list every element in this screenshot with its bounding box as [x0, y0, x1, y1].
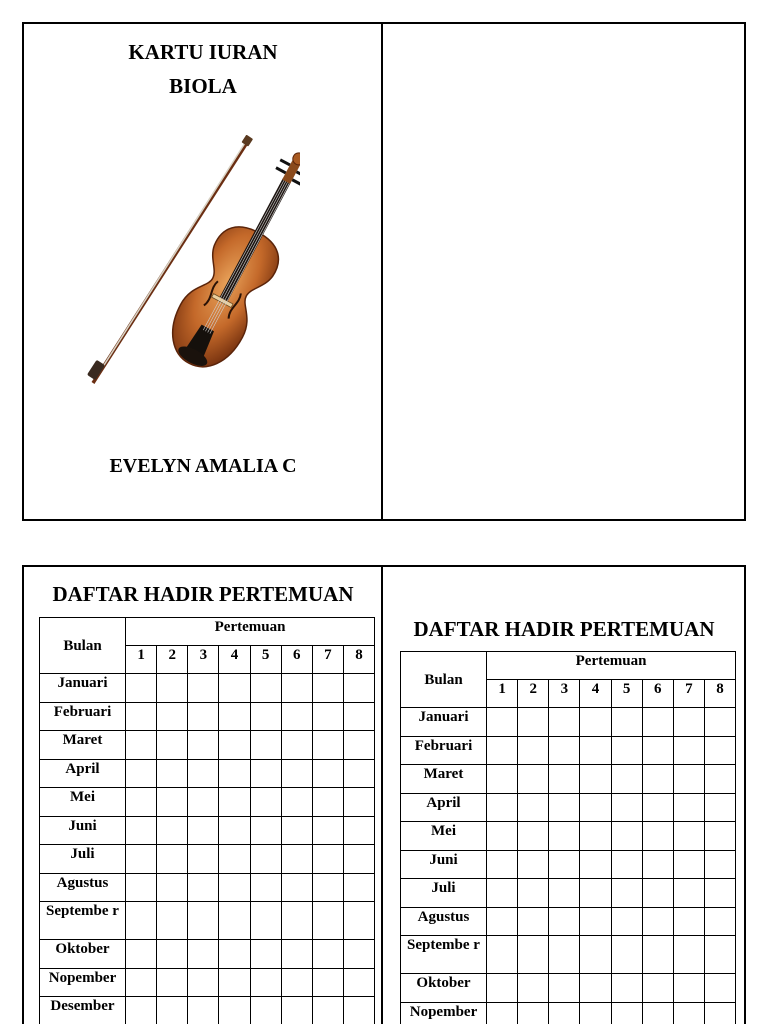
attendance-cell[interactable]: [487, 907, 518, 936]
attendance-cell[interactable]: [343, 940, 374, 969]
attendance-cell[interactable]: [188, 759, 219, 788]
attendance-cell[interactable]: [157, 816, 188, 845]
attendance-cell[interactable]: [188, 788, 219, 817]
attendance-cell[interactable]: [219, 731, 250, 760]
attendance-cell[interactable]: [126, 731, 157, 760]
attendance-right-table: [400, 651, 736, 1024]
attendance-left-table: [39, 617, 375, 1024]
attendance-cell[interactable]: [219, 816, 250, 845]
attendance-cell[interactable]: [157, 788, 188, 817]
attendance-cell[interactable]: [673, 765, 704, 794]
table-row: [401, 822, 736, 851]
attendance-cell[interactable]: [549, 793, 580, 822]
attendance-cell[interactable]: [157, 759, 188, 788]
attendance-cell[interactable]: [126, 788, 157, 817]
month-cell: Februari: [401, 736, 487, 765]
attendance-cell[interactable]: [487, 736, 518, 765]
attendance-cell[interactable]: [157, 674, 188, 703]
attendance-cell[interactable]: [219, 968, 250, 997]
attendance-cell[interactable]: [126, 968, 157, 997]
attendance-cell[interactable]: [611, 850, 642, 879]
month-cell: Maret: [40, 731, 126, 760]
attendance-cell[interactable]: [673, 974, 704, 1003]
attendance-cell[interactable]: [157, 845, 188, 874]
attendance-cell[interactable]: [518, 736, 549, 765]
session-number-cell: 5: [250, 646, 281, 674]
table-row: [401, 879, 736, 908]
attendance-cell[interactable]: [157, 702, 188, 731]
attendance-cell[interactable]: [487, 1002, 518, 1024]
attendance-cell[interactable]: [642, 974, 673, 1003]
cover-title-line2: BIOLA: [169, 74, 237, 98]
month-cell: Juni: [40, 816, 126, 845]
table-row: [40, 997, 375, 1024]
attendance-cell[interactable]: [188, 702, 219, 731]
session-number-cell: 1: [487, 680, 518, 708]
table-row: [40, 731, 375, 760]
attendance-cell[interactable]: [312, 731, 343, 760]
attendance-cell[interactable]: [188, 940, 219, 969]
table-row: [40, 788, 375, 817]
attendance-cell[interactable]: [281, 759, 312, 788]
attendance-cell[interactable]: [250, 702, 281, 731]
attendance-cell[interactable]: [281, 902, 312, 940]
attendance-cell[interactable]: [250, 674, 281, 703]
attendance-cell[interactable]: [250, 731, 281, 760]
table-row: [40, 940, 375, 969]
attendance-cell[interactable]: [704, 765, 735, 794]
attendance-cell[interactable]: [250, 968, 281, 997]
session-number-cell: 7: [312, 646, 343, 674]
attendance-cell[interactable]: [487, 850, 518, 879]
attendance-cell[interactable]: [188, 968, 219, 997]
session-number-cell: 6: [642, 680, 673, 708]
attendance-cell[interactable]: [580, 850, 611, 879]
session-number-cell: 2: [518, 680, 549, 708]
attendance-left-heading: DAFTAR HADIR PERTEMUAN: [52, 582, 354, 606]
attendance-cell[interactable]: [126, 674, 157, 703]
attendance-cell[interactable]: [580, 907, 611, 936]
attendance-cell[interactable]: [611, 936, 642, 974]
attendance-cell[interactable]: [343, 997, 374, 1024]
attendance-cell[interactable]: [673, 736, 704, 765]
attendance-cell[interactable]: [312, 702, 343, 731]
table-row: [40, 674, 375, 703]
attendance-cell[interactable]: [487, 974, 518, 1003]
attendance-cell[interactable]: [549, 822, 580, 851]
attendance-cell[interactable]: [312, 997, 343, 1024]
table-header-row: [40, 618, 375, 646]
table-row: [401, 936, 736, 974]
attendance-cell[interactable]: [518, 936, 549, 974]
attendance-cell[interactable]: [188, 816, 219, 845]
table-row: [401, 850, 736, 879]
session-number-cell: 4: [580, 680, 611, 708]
month-cell: Septembe r: [401, 936, 487, 974]
attendance-cell[interactable]: [704, 936, 735, 974]
attendance-cell[interactable]: [642, 708, 673, 737]
attendance-cell[interactable]: [580, 736, 611, 765]
attendance-cell[interactable]: [642, 1002, 673, 1024]
attendance-cell[interactable]: [250, 816, 281, 845]
attendance-cell[interactable]: [343, 759, 374, 788]
month-cell: Oktober: [40, 940, 126, 969]
attendance-cell[interactable]: [219, 997, 250, 1024]
attendance-cell[interactable]: [611, 765, 642, 794]
attendance-cell[interactable]: [518, 974, 549, 1003]
month-column-header: Bulan: [401, 652, 487, 708]
table-row: [401, 907, 736, 936]
attendance-cell[interactable]: [250, 902, 281, 940]
table-row: [401, 765, 736, 794]
attendance-cell[interactable]: [250, 940, 281, 969]
month-cell: Mei: [401, 822, 487, 851]
month-cell: Juli: [401, 879, 487, 908]
session-number-cell: 6: [281, 646, 312, 674]
attendance-right-heading: DAFTAR HADIR PERTEMUAN: [413, 617, 715, 641]
attendance-cell[interactable]: [642, 765, 673, 794]
attendance-cell[interactable]: [704, 850, 735, 879]
attendance-cell[interactable]: [312, 788, 343, 817]
attendance-cell[interactable]: [312, 968, 343, 997]
month-column-header: Bulan: [40, 618, 126, 674]
month-cell: Septembe r: [40, 902, 126, 940]
attendance-cell[interactable]: [580, 822, 611, 851]
attendance-cell[interactable]: [126, 902, 157, 940]
attendance-cell[interactable]: [518, 708, 549, 737]
attendance-cell[interactable]: [250, 997, 281, 1024]
attendance-cell[interactable]: [642, 879, 673, 908]
table-row: [401, 708, 736, 737]
attendance-cell[interactable]: [611, 793, 642, 822]
attendance-cell[interactable]: [312, 674, 343, 703]
attendance-cell[interactable]: [281, 845, 312, 874]
attendance-cell[interactable]: [580, 793, 611, 822]
attendance-cell[interactable]: [673, 850, 704, 879]
attendance-cell[interactable]: [281, 702, 312, 731]
attendance-cell[interactable]: [157, 902, 188, 940]
attendance-cell[interactable]: [343, 968, 374, 997]
attendance-cell[interactable]: [281, 788, 312, 817]
attendance-cell[interactable]: [580, 974, 611, 1003]
cover-title-line1: KARTU IURAN: [128, 40, 278, 64]
table-row: [40, 759, 375, 788]
attendance-cell[interactable]: [312, 873, 343, 902]
attendance-cell[interactable]: [343, 674, 374, 703]
attendance-cell[interactable]: [518, 850, 549, 879]
attendance-cell[interactable]: [219, 702, 250, 731]
attendance-cell[interactable]: [642, 822, 673, 851]
attendance-cell[interactable]: [549, 736, 580, 765]
session-number-cell: 7: [673, 680, 704, 708]
attendance-cell[interactable]: [126, 816, 157, 845]
attendance-cell[interactable]: [219, 873, 250, 902]
cover-owner-name: EVELYN AMALIA C: [109, 455, 297, 477]
attendance-cell[interactable]: [549, 974, 580, 1003]
month-cell: Oktober: [401, 974, 487, 1003]
attendance-cell[interactable]: [281, 873, 312, 902]
attendance-cell[interactable]: [673, 879, 704, 908]
attendance-cell[interactable]: [312, 902, 343, 940]
attendance-cell[interactable]: [518, 793, 549, 822]
attendance-cell[interactable]: [487, 793, 518, 822]
attendance-cell[interactable]: [188, 845, 219, 874]
attendance-cell[interactable]: [580, 936, 611, 974]
attendance-cell[interactable]: [188, 731, 219, 760]
month-cell: Februari: [40, 702, 126, 731]
month-cell: Maret: [401, 765, 487, 794]
attendance-cell[interactable]: [487, 822, 518, 851]
session-number-cell: 5: [611, 680, 642, 708]
table-row: [40, 902, 375, 940]
session-number-cell: 3: [549, 680, 580, 708]
attendance-cell[interactable]: [219, 759, 250, 788]
attendance-cell[interactable]: [611, 736, 642, 765]
attendance-cell[interactable]: [642, 907, 673, 936]
attendance-cell[interactable]: [673, 822, 704, 851]
attendance-cell[interactable]: [126, 873, 157, 902]
attendance-cell[interactable]: [219, 940, 250, 969]
attendance-cell[interactable]: [157, 940, 188, 969]
attendance-cell[interactable]: [611, 708, 642, 737]
month-cell: Juli: [40, 845, 126, 874]
attendance-cell[interactable]: [642, 850, 673, 879]
attendance-cell[interactable]: [642, 736, 673, 765]
attendance-cell[interactable]: [549, 765, 580, 794]
attendance-cell[interactable]: [704, 879, 735, 908]
session-number-cell: 1: [126, 646, 157, 674]
attendance-cell[interactable]: [518, 765, 549, 794]
month-cell: Agustus: [401, 907, 487, 936]
attendance-cell[interactable]: [611, 822, 642, 851]
attendance-cell[interactable]: [611, 974, 642, 1003]
attendance-cell[interactable]: [704, 1002, 735, 1024]
attendance-cell[interactable]: [518, 907, 549, 936]
attendance-cell[interactable]: [219, 845, 250, 874]
table-row: [40, 816, 375, 845]
table-row: [40, 968, 375, 997]
attendance-cell[interactable]: [580, 765, 611, 794]
attendance-cell[interactable]: [487, 936, 518, 974]
attendance-cell[interactable]: [704, 793, 735, 822]
attendance-cell[interactable]: [250, 788, 281, 817]
attendance-cell[interactable]: [673, 708, 704, 737]
violin-image: [85, 135, 300, 395]
attendance-cell[interactable]: [549, 879, 580, 908]
month-cell: Nopember: [401, 1002, 487, 1024]
attendance-cell[interactable]: [126, 940, 157, 969]
attendance-cell[interactable]: [157, 731, 188, 760]
attendance-cell[interactable]: [157, 997, 188, 1024]
attendance-cell[interactable]: [343, 816, 374, 845]
attendance-cell[interactable]: [611, 879, 642, 908]
attendance-cell[interactable]: [343, 902, 374, 940]
attendance-cell[interactable]: [281, 674, 312, 703]
table-row: [401, 1002, 736, 1024]
table-row: [401, 974, 736, 1003]
attendance-cell[interactable]: [487, 708, 518, 737]
attendance-cell[interactable]: [704, 907, 735, 936]
attendance-cell[interactable]: [704, 822, 735, 851]
month-cell: April: [40, 759, 126, 788]
attendance-cell[interactable]: [549, 936, 580, 974]
attendance-cell[interactable]: [157, 873, 188, 902]
month-cell: Mei: [40, 788, 126, 817]
attendance-cell[interactable]: [518, 879, 549, 908]
month-cell: Januari: [40, 674, 126, 703]
attendance-cell[interactable]: [611, 1002, 642, 1024]
table-row: [401, 736, 736, 765]
attendance-cell[interactable]: [312, 940, 343, 969]
attendance-cell[interactable]: [487, 765, 518, 794]
attendance-cell[interactable]: [157, 968, 188, 997]
attendance-cell[interactable]: [673, 1002, 704, 1024]
attendance-cell[interactable]: [518, 1002, 549, 1024]
attendance-cell[interactable]: [580, 879, 611, 908]
attendance-cell[interactable]: [549, 1002, 580, 1024]
attendance-cell[interactable]: [219, 674, 250, 703]
month-cell: April: [401, 793, 487, 822]
session-number-cell: 8: [704, 680, 735, 708]
attendance-cell[interactable]: [250, 873, 281, 902]
attendance-cell[interactable]: [343, 731, 374, 760]
month-cell: Desember: [40, 997, 126, 1024]
attendance-cell[interactable]: [642, 936, 673, 974]
attendance-cell[interactable]: [487, 879, 518, 908]
attendance-cell[interactable]: [704, 708, 735, 737]
attendance-cell[interactable]: [250, 845, 281, 874]
attendance-cell[interactable]: [219, 788, 250, 817]
attendance-cell[interactable]: [281, 997, 312, 1024]
attendance-cell[interactable]: [343, 845, 374, 874]
attendance-cell[interactable]: [580, 708, 611, 737]
table-row: [40, 845, 375, 874]
session-number-cell: 3: [188, 646, 219, 674]
session-column-header: Pertemuan: [126, 618, 375, 646]
month-cell: Juni: [401, 850, 487, 879]
attendance-cell[interactable]: [642, 793, 673, 822]
attendance-cell[interactable]: [250, 759, 281, 788]
attendance-cell[interactable]: [312, 845, 343, 874]
month-cell: Januari: [401, 708, 487, 737]
attendance-cell[interactable]: [611, 907, 642, 936]
attendance-cell[interactable]: [704, 974, 735, 1003]
table-row: [40, 873, 375, 902]
attendance-cell[interactable]: [518, 822, 549, 851]
attendance-cell[interactable]: [549, 907, 580, 936]
attendance-cell[interactable]: [281, 968, 312, 997]
attendance-cell[interactable]: [126, 997, 157, 1024]
attendance-cell[interactable]: [126, 759, 157, 788]
attendance-cell[interactable]: [281, 816, 312, 845]
attendance-cell[interactable]: [188, 997, 219, 1024]
attendance-cell[interactable]: [281, 940, 312, 969]
attendance-cell[interactable]: [281, 731, 312, 760]
attendance-cell[interactable]: [312, 759, 343, 788]
attendance-cell[interactable]: [704, 736, 735, 765]
attendance-cell[interactable]: [126, 845, 157, 874]
month-cell: Agustus: [40, 873, 126, 902]
attendance-cell[interactable]: [343, 788, 374, 817]
attendance-cell[interactable]: [549, 850, 580, 879]
attendance-cell[interactable]: [219, 902, 250, 940]
table-header-row: [401, 652, 736, 680]
attendance-cell[interactable]: [673, 793, 704, 822]
attendance-cell[interactable]: [673, 907, 704, 936]
session-number-cell: 4: [219, 646, 250, 674]
attendance-cell[interactable]: [188, 873, 219, 902]
attendance-cell[interactable]: [188, 902, 219, 940]
attendance-cell[interactable]: [312, 816, 343, 845]
attendance-cell[interactable]: [549, 708, 580, 737]
table-row: [40, 702, 375, 731]
session-number-cell: 2: [157, 646, 188, 674]
session-column-header: Pertemuan: [487, 652, 736, 680]
month-cell: Nopember: [40, 968, 126, 997]
session-number-cell: 8: [343, 646, 374, 674]
attendance-cell[interactable]: [188, 674, 219, 703]
attendance-cell[interactable]: [580, 1002, 611, 1024]
attendance-cell[interactable]: [343, 873, 374, 902]
attendance-cell[interactable]: [126, 702, 157, 731]
attendance-cell[interactable]: [673, 936, 704, 974]
table-row: [401, 793, 736, 822]
attendance-cell[interactable]: [343, 702, 374, 731]
